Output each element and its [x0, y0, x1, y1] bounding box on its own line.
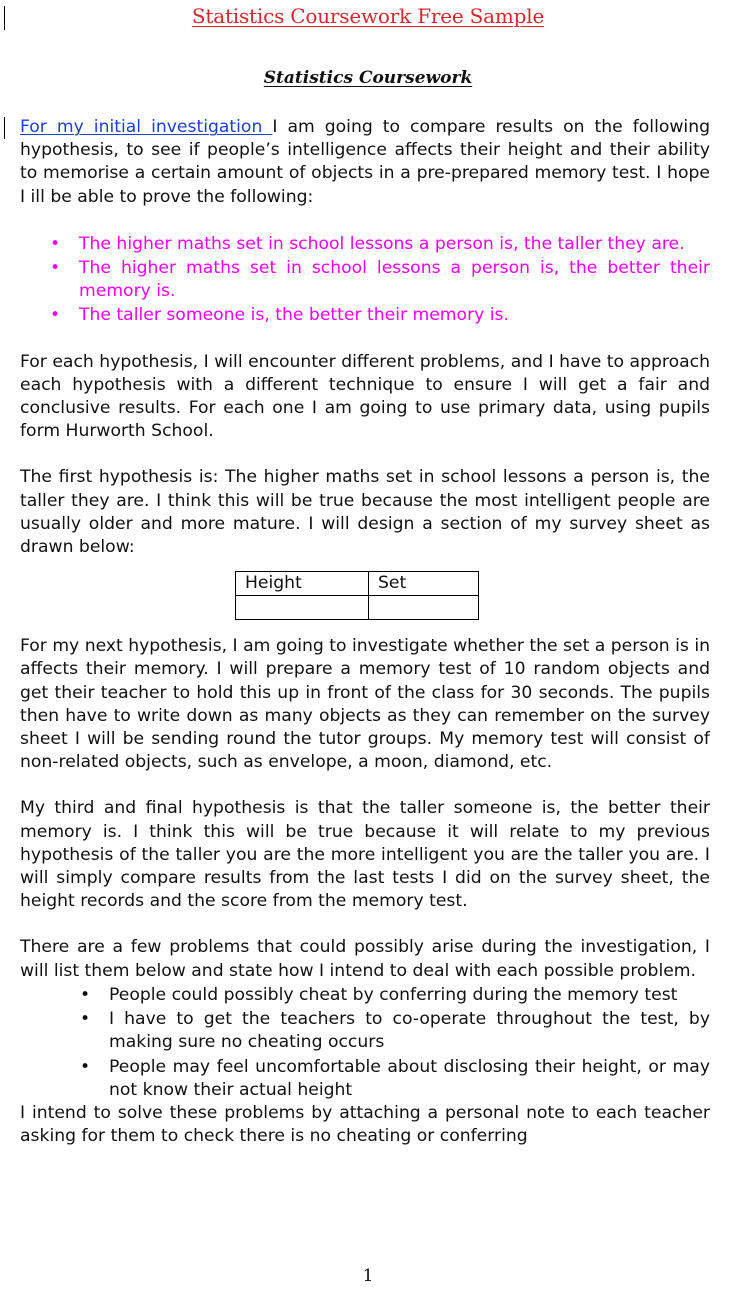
- paragraph-first-hypothesis: The first hypothesis is: The higher maths set in school lessons a person is, the taller they are. I think this will be true because the most intelligent people are usually older and more mature. I will design a section of my survey sheet as drawn below:: [20, 467, 710, 558]
- survey-table-container: [20, 559, 710, 635]
- bullet-icon: •: [50, 258, 61, 279]
- hypothesis-list: [20, 233, 710, 328]
- intro-paragraph: [20, 116, 710, 209]
- document-title: Statistics Coursework: [263, 68, 473, 88]
- bullet-icon: •: [50, 233, 61, 254]
- problem-list: [20, 984, 710, 1102]
- paragraph-solution: I intend to solve these problems by attaching a personal note to each teacher asking for them to check there is no cheating or conferring: [20, 1102, 710, 1147]
- problem-item: • People could possibly cheat by conferring during the memory test: [20, 984, 710, 1007]
- bullet-icon: •: [80, 1009, 91, 1030]
- paragraph-problems-intro: There are a few problems that could possibly arise during the investigation, I will list them below and state how I intend to deal with each possible problem.: [20, 937, 710, 981]
- page-number: 1: [362, 1266, 374, 1286]
- intro-text: I am going to compare results on the following hypothesis, to see if people’s intelligence affects their height and their ability to memorise a certain amount of objects in a pre-prepared memory test. I hope I ill be able to prove the following:: [20, 117, 711, 207]
- table-header-set: Set: [369, 572, 479, 596]
- hypothesis-item: • The higher maths set in school lessons a person is, the better their memory is.: [50, 258, 710, 302]
- table-cell: [369, 596, 479, 620]
- document-body: [20, 116, 710, 1148]
- page-header-title[interactable]: Statistics Coursework Free Sample: [191, 4, 545, 28]
- problem-item: • People may feel uncomfortable about disclosing their height, or may not know their actual height: [80, 1056, 710, 1100]
- paragraph-methods: For each hypothesis, I will encounter different problems, and I have to approach each hypothesis with a different technique to ensure I will get a fair and conclusive results. For each one I am going to use primary data, using pupils form Hurworth School.: [20, 351, 710, 442]
- table-cell: [236, 596, 369, 620]
- table-header-height: Height: [236, 572, 369, 596]
- bullet-icon: •: [80, 984, 91, 1005]
- text-cursor-mark: [4, 117, 5, 139]
- bullet-icon: •: [50, 305, 61, 326]
- hypothesis-item: • The higher maths set in school lessons a person is, the taller they are.: [20, 233, 710, 256]
- intro-link[interactable]: For my initial investigation: [20, 117, 273, 137]
- hypothesis-item: • The taller someone is, the better their memory is.: [20, 304, 710, 327]
- paragraph-third-hypothesis: My third and final hypothesis is that the taller someone is, the better their memory is. I think this will be true because it will relate to my previous hypothesis of the taller you are the more intelligent you are the taller you are. I will simply compare results from the last tests I did on the survey sheet, the height records and the score from the memory test.: [20, 798, 710, 912]
- table-header-row: [236, 572, 479, 596]
- problem-item: • I have to get the teachers to co-operate throughout the test, by making sure no cheating occurs: [80, 1009, 710, 1053]
- survey-table: [235, 571, 479, 620]
- bullet-icon: •: [80, 1056, 91, 1077]
- table-row: [236, 596, 479, 620]
- paragraph-second-hypothesis: For my next hypothesis, I am going to investigate whether the set a person is in affects their memory. I will prepare a memory test of 10 random objects and get their teacher to hold this up in front of the class for 30 seconds. The pupils then have to write down as many objects as they can remember on the survey sheet I will be sending round the tutor groups. My memory test will consist of non-related objects, such as envelope, a moon, diamond, etc.: [20, 636, 711, 773]
